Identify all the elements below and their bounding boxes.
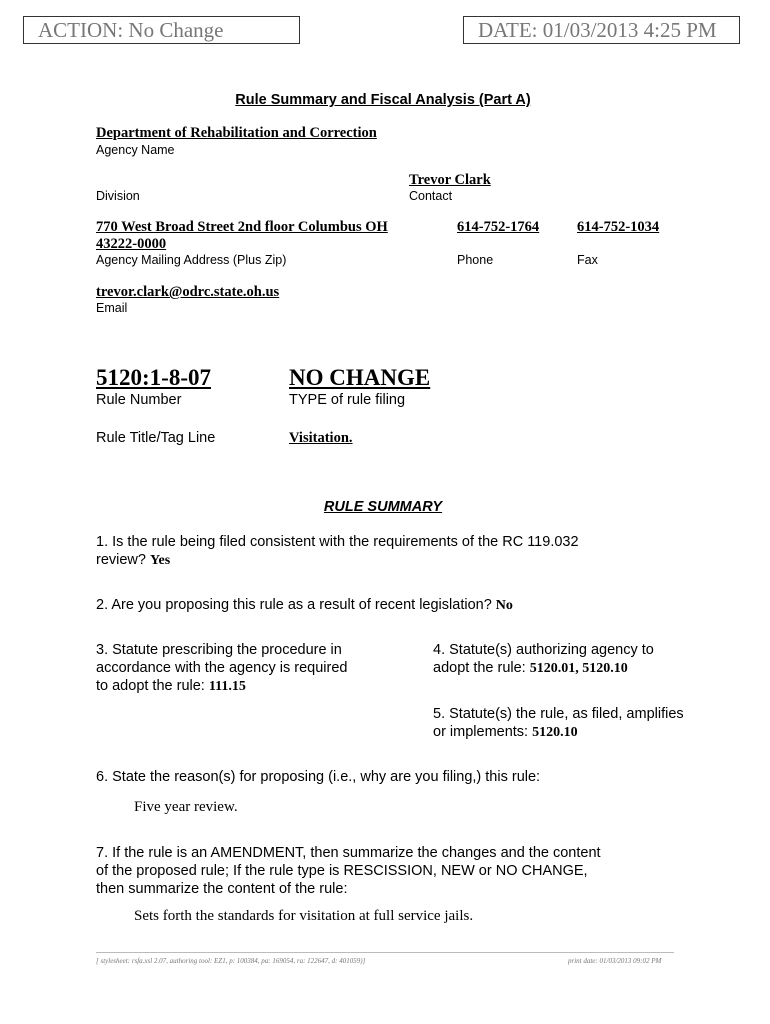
address-line-2: 43222-0000 <box>96 236 167 252</box>
rule-summary-heading: RULE SUMMARY <box>323 499 443 515</box>
q1-line-2: review? Yes <box>96 552 171 568</box>
fax-label: Fax <box>577 253 598 267</box>
q1-answer: Yes <box>150 553 171 568</box>
action-text: ACTION: No Change <box>38 18 224 42</box>
question-4 <box>433 641 654 678</box>
q6-answer: Five year review. <box>134 799 238 815</box>
rule-title-label: Rule Title/Tag Line <box>96 430 216 446</box>
date-text: DATE: 01/03/2013 4:25 PM <box>478 18 717 42</box>
footer-stylesheet-info: [ stylesheet: rsfa.xsl 2.07, authoring tool: EZ1, p: 100384, pa: 169054, ra: 122647, d: 401059)] <box>96 957 366 965</box>
q4-answer: 5120.01, 5120.10 <box>529 661 628 676</box>
mailing-address <box>96 219 388 253</box>
action-box <box>23 16 300 44</box>
phone-value: 614-752-1764 <box>457 219 540 235</box>
address-label: Agency Mailing Address (Plus Zip) <box>96 253 287 267</box>
division-label: Division <box>96 189 140 203</box>
contact-name: Trevor Clark <box>409 172 491 188</box>
email-value: trevor.clark@odrc.state.oh.us <box>96 284 280 300</box>
q7-line-1: 7. If the rule is an AMENDMENT, then summarize the changes and the content <box>96 845 601 861</box>
rule-number-label: Rule Number <box>96 392 182 408</box>
question-5 <box>433 705 684 742</box>
page-title: Rule Summary and Fiscal Analysis (Part A) <box>235 92 531 108</box>
q7-answer: Sets forth the standards for visitation at full service jails. <box>134 908 474 924</box>
question-2: 2. Are you proposing this rule as a result of recent legislation? No <box>96 597 513 613</box>
rule-type-label: TYPE of rule filing <box>289 392 406 408</box>
rule-title: Visitation. <box>289 430 353 446</box>
q7-line-2: of the proposed rule; If the rule type is RESCISSION, NEW or NO CHANGE, <box>96 863 588 879</box>
address-line-1: 770 West Broad Street 2nd floor Columbus OH <box>96 219 388 235</box>
question-1 <box>96 533 579 570</box>
q1-line-1: 1. Is the rule being filed consistent with the requirements of the RC 119.032 <box>96 534 579 550</box>
question-7 <box>96 844 601 898</box>
q7-line-3: then summarize the content of the rule: <box>96 881 348 897</box>
q4-line-2: adopt the rule: 5120.01, 5120.10 <box>433 660 628 676</box>
q5-line-1: 5. Statute(s) the rule, as filed, amplifies <box>433 706 684 722</box>
q2-answer: No <box>495 598 513 613</box>
q3-line-3: to adopt the rule: 111.15 <box>96 678 246 694</box>
question-3 <box>96 641 347 696</box>
q3-line-2: accordance with the agency is required <box>96 660 348 676</box>
q3-line-1: 3. Statute prescribing the procedure in <box>96 642 342 658</box>
agency-name-label: Agency Name <box>96 143 175 157</box>
contact-label: Contact <box>409 189 453 203</box>
q5-answer: 5120.10 <box>532 725 578 740</box>
q3-answer: 111.15 <box>208 679 246 694</box>
q5-line-2: or implements: 5120.10 <box>433 724 578 740</box>
agency-name: Department of Rehabilitation and Correction <box>96 125 377 141</box>
phone-label: Phone <box>457 253 494 267</box>
date-box <box>463 16 740 44</box>
footer-divider <box>96 952 674 953</box>
q4-line-1: 4. Statute(s) authorizing agency to <box>433 642 654 658</box>
rule-type: NO CHANGE <box>289 365 431 390</box>
rule-number: 5120:1-8-07 <box>96 365 211 390</box>
question-6: 6. State the reason(s) for proposing (i.e., why are you filing,) this rule: <box>96 769 541 785</box>
email-label: Email <box>96 301 128 315</box>
fax-value: 614-752-1034 <box>577 219 660 235</box>
footer-print-date: print date: 01/03/2013 09:02 PM <box>568 957 662 965</box>
